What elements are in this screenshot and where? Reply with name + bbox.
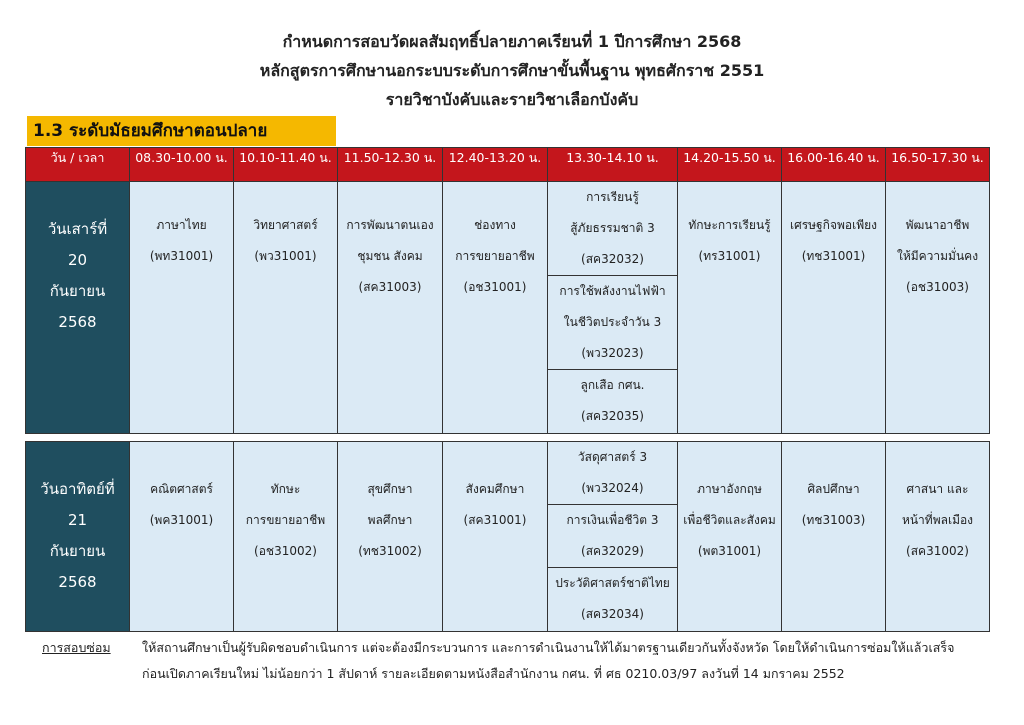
- title-line-1: กำหนดการสอบวัดผลสัมฤทธิ์ปลายภาคเรียนที่ 1 ปีการศึกษา 2568: [282, 32, 742, 51]
- subject-code: (ทช31001): [801, 249, 866, 263]
- subject-code: (สค32034): [581, 607, 644, 621]
- subject-name: พัฒนาอาชีพ: [905, 218, 970, 232]
- subject-name-2: พลศึกษา: [367, 513, 413, 527]
- subject-name: คณิตศาสตร์: [150, 482, 213, 496]
- header-day-time: วัน / เวลา: [26, 148, 130, 182]
- day-name: วันอาทิตย์ที่: [40, 480, 115, 498]
- subject-name: วิทยาศาสตร์: [253, 218, 318, 232]
- subject-cell-split: [548, 442, 678, 632]
- subject-code: (ทช31003): [801, 513, 866, 527]
- subject-code: (อช31003): [906, 280, 969, 294]
- subject-code: (สค32032): [581, 252, 644, 266]
- header-slot-4: 12.40-13.20 น.: [443, 148, 548, 182]
- day-cell: [26, 182, 130, 434]
- day-month: กันยายน: [49, 282, 106, 300]
- schedule-day-1: [25, 181, 990, 434]
- subject-name-2: เพื่อชีวิตและสังคม: [683, 513, 776, 527]
- subject-code: (พค31001): [149, 513, 214, 527]
- schedule-day-2: [25, 441, 990, 632]
- header-slot-7: 16.00-16.40 น.: [782, 148, 886, 182]
- subject-code: (อช31002): [254, 544, 317, 558]
- subject-block: [548, 442, 677, 505]
- day-year: 2568: [58, 573, 97, 591]
- subject-name: เศรษฐกิจพอเพียง: [789, 218, 877, 232]
- subject-name: ทักษะ: [270, 482, 301, 496]
- subject-block: [548, 568, 677, 630]
- subject-name-2: ชุมชน สังคม: [357, 249, 423, 263]
- subject-block: [548, 505, 677, 568]
- subject-cell: [234, 182, 338, 434]
- subject-code: (สค32035): [581, 409, 644, 423]
- subject-name: การพัฒนาตนเอง: [346, 218, 434, 232]
- subject-cell: [782, 182, 886, 434]
- subject-name: สังคมศึกษา: [465, 482, 525, 496]
- subject-cell: [234, 442, 338, 632]
- subject-name-2: ให้มีความมั่นคง: [896, 249, 979, 263]
- subject-cell: [886, 442, 990, 632]
- subject-name: การใช้พลังงานไฟฟ้า: [559, 284, 666, 298]
- day-name: วันเสาร์ที่: [47, 220, 108, 238]
- subject-code: (สค31002): [906, 544, 969, 558]
- subject-cell: [130, 442, 234, 632]
- subject-cell: [443, 182, 548, 434]
- header-slot-2: 10.10-11.40 น.: [234, 148, 338, 182]
- header-slot-8: 16.50-17.30 น.: [886, 148, 990, 182]
- subject-name: ภาษาอังกฤษ: [697, 482, 762, 496]
- subject-code: (สค31001): [463, 513, 527, 527]
- subject-name: ทักษะการเรียนรู้: [688, 218, 771, 232]
- subject-cell: [886, 182, 990, 434]
- subject-cell: [678, 442, 782, 632]
- subject-block: [548, 370, 677, 432]
- subject-code: (พท31001): [149, 249, 214, 263]
- day-cell: [26, 442, 130, 632]
- subject-cell: [338, 442, 443, 632]
- subject-name-2: การขยายอาชีพ: [245, 513, 326, 527]
- subject-name: การเงินเพื่อชีวิต 3: [566, 513, 659, 527]
- subject-cell: [338, 182, 443, 434]
- subject-code: (สค32029): [581, 544, 644, 558]
- subject-cell: [678, 182, 782, 434]
- subject-code: (พว32024): [581, 481, 644, 495]
- subject-code: (ทช31002): [358, 544, 422, 558]
- title-line-3: รายวิชาบังคับและรายวิชาเลือกบังคับ: [385, 90, 639, 109]
- subject-code: (ทร31001): [698, 249, 761, 263]
- subject-block: [548, 276, 677, 370]
- subject-name: วัสดุศาสตร์ 3: [577, 450, 648, 464]
- subject-name: ประวัติศาสตร์ชาติไทย: [555, 576, 670, 590]
- header-slot-6: 14.20-15.50 น.: [678, 148, 782, 182]
- subject-code: (อช31001): [463, 280, 527, 294]
- subject-name-2: การขยายอาชีพ: [455, 249, 535, 263]
- note-line-2: ก่อนเปิดภาคเรียนใหม่ ไม่น้อยกว่า 1 สัปดาห์ รายละเอียดตามหนังสือสำนักงาน กศน. ที่ ศธ 0210.03/97 ลงวันที่ 14 มกราคม 2552: [142, 666, 845, 681]
- subject-cell: [443, 442, 548, 632]
- subject-name: ภาษาไทย: [156, 218, 207, 232]
- subject-code: (สค31003): [358, 280, 422, 294]
- section-heading: 1.3 ระดับมัธยมศึกษาตอนปลาย: [27, 116, 336, 146]
- header-slot-5: 13.30-14.10 น.: [548, 148, 678, 182]
- subject-cell-split: [548, 182, 678, 434]
- subject-code: (พว31001): [254, 249, 317, 263]
- subject-code: (พว32023): [581, 346, 644, 360]
- subject-cell: [130, 182, 234, 434]
- schedule-header: [25, 147, 990, 182]
- note-line-1: ให้สถานศึกษาเป็นผู้รับผิดชอบดำเนินการ แต่จะต้องมีกระบวนการ และการดำเนินงานให้ได้มาตรฐานเดียวกันทั้งจังหวัด โดยให้ดำเนินการซ่อมให้แล้วเสร็จ: [142, 640, 955, 655]
- day-month: กันยายน: [49, 542, 106, 560]
- header-slot-1: 08.30-10.00 น.: [130, 148, 234, 182]
- subject-name: ศิลปศึกษา: [807, 482, 860, 496]
- subject-name: ช่องทาง: [474, 218, 516, 232]
- subject-name-2: สู้ภัยธรรมชาติ 3: [570, 221, 655, 235]
- title-line-2: หลักสูตรการศึกษานอกระบบระดับการศึกษาขั้นพื้นฐาน พุทธศักราช 2551: [259, 61, 765, 80]
- subject-block: [548, 182, 677, 276]
- day-date: 20: [67, 251, 88, 269]
- header-slot-3: 11.50-12.30 น.: [338, 148, 443, 182]
- subject-name-2: ในชีวิตประจำวัน 3: [563, 315, 662, 329]
- day-year: 2568: [58, 313, 97, 331]
- note-label: การสอบซ่อม: [42, 640, 111, 655]
- subject-name: การเรียนรู้: [586, 190, 639, 204]
- day-date: 21: [67, 511, 88, 529]
- subject-name: สุขศึกษา: [367, 482, 413, 496]
- subject-name: ลูกเสือ กศน.: [580, 378, 645, 392]
- subject-name: ศาสนา และ: [906, 482, 969, 496]
- subject-cell: [782, 442, 886, 632]
- subject-code: (พต31001): [697, 544, 762, 558]
- subject-name-2: หน้าที่พลเมือง: [901, 513, 974, 527]
